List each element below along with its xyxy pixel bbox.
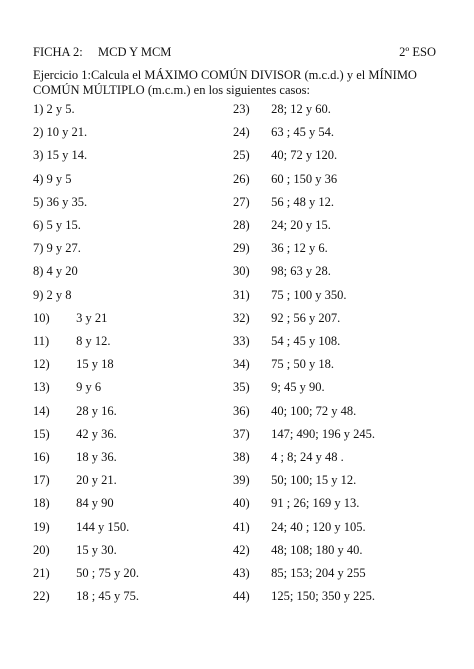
- exercise-item: [233, 193, 334, 211]
- topic-label: MCD Y MCM: [98, 45, 172, 59]
- exercise-item: [33, 146, 87, 164]
- exercise-item: [33, 286, 72, 304]
- exercise-numbers-text: 42 y 36.: [76, 426, 117, 441]
- exercise-number: 37): [233, 426, 250, 441]
- exercise-numbers-text: 92 ; 56 y 207.: [271, 310, 341, 325]
- exercise-numbers-text: 84 y 90: [76, 496, 114, 511]
- exercise-item: [233, 286, 346, 304]
- exercise-item: [233, 494, 359, 512]
- exercise-item: [33, 564, 139, 582]
- exercise-numbers-text: 28 y 16.: [76, 403, 117, 418]
- exercise-item: [33, 309, 107, 327]
- exercise-numbers-text: 2 y 5.: [46, 102, 75, 116]
- exercise-numbers-text: 63 ; 45 y 54.: [271, 125, 334, 140]
- exercise-number: 34): [233, 357, 250, 372]
- exercise-number: 35): [233, 380, 250, 395]
- exercise-numbers-text: 4 y 20: [46, 264, 78, 279]
- exercise-numbers-text: 5 y 15.: [46, 218, 81, 232]
- exercise-numbers-text: 36 y 35.: [46, 194, 88, 209]
- exercise-item: [33, 239, 81, 257]
- exercise-numbers-text: 75 ; 50 y 18.: [271, 357, 334, 372]
- exercise-numbers-text: 144 y 150.: [76, 519, 130, 534]
- exercise-numbers-text: 60 ; 150 y 36: [271, 171, 338, 186]
- exercise-item: [233, 518, 366, 536]
- exercise-numbers-text: 3 y 21: [76, 310, 108, 325]
- ficha-label: FICHA 2:: [33, 45, 83, 59]
- level-label: 2º ESO: [399, 45, 436, 59]
- exercise-item: [33, 541, 117, 559]
- exercise-item: [233, 448, 344, 466]
- exercise-numbers-text: 18 y 36.: [76, 450, 117, 464]
- exercise-numbers-text: 9 y 27.: [46, 241, 81, 256]
- exercise-item: [233, 216, 331, 234]
- exercise-number: 7): [33, 241, 44, 256]
- instructions-line-1: Ejercicio 1:Calcula el MÁXIMO COMÚN DIVISOR (m.c.d.) y el MÍNIMO: [33, 68, 417, 82]
- exercise-number: 42): [233, 542, 250, 557]
- exercise-numbers-text: 28; 12 y 60.: [271, 102, 331, 116]
- exercise-item: [233, 378, 325, 396]
- exercise-numbers-text: 50 ; 75 y 20.: [76, 566, 139, 580]
- exercise-number: 38): [233, 450, 250, 464]
- exercise-numbers-text: 24; 40 ; 120 y 105.: [271, 519, 366, 534]
- exercise-item: [233, 262, 331, 280]
- exercise-number: 39): [233, 473, 250, 488]
- exercise-item: [33, 216, 81, 234]
- exercise-item: [233, 170, 337, 188]
- exercise-item: [33, 518, 129, 536]
- exercise-number: 31): [233, 287, 250, 302]
- exercise-number: 3): [33, 148, 44, 163]
- exercise-numbers-text: 40; 72 y 120.: [271, 148, 338, 163]
- exercise-number: 14): [33, 403, 50, 418]
- exercise-item: [233, 425, 375, 443]
- exercise-item: [33, 494, 114, 512]
- exercise-item: [33, 355, 114, 373]
- exercise-number: 4): [33, 171, 44, 186]
- exercise-item: [233, 239, 328, 257]
- exercise-number: 43): [233, 566, 250, 580]
- exercise-number: 33): [233, 334, 250, 348]
- exercise-item: [233, 355, 334, 373]
- instructions-line-2: COMÚN MÚLTIPLO (m.c.m.) en los siguientes casos:: [33, 83, 310, 97]
- exercise-numbers-text: 2 y 8: [46, 287, 72, 302]
- exercise-number: 40): [233, 496, 250, 511]
- exercise-numbers-text: 24; 20 y 15.: [271, 218, 331, 232]
- exercise-numbers-text: 98; 63 y 28.: [271, 264, 331, 279]
- exercise-number: 21): [33, 566, 50, 580]
- exercise-item: [33, 448, 117, 466]
- exercise-numbers-text: 18 ; 45 y 75.: [76, 589, 139, 604]
- exercise-number: 10): [33, 310, 50, 325]
- exercise-numbers-text: 56 ; 48 y 12.: [271, 194, 334, 209]
- exercise-numbers-text: 147; 490; 196 y 245.: [271, 426, 375, 441]
- exercise-item: [233, 100, 331, 118]
- exercise-numbers-text: 125; 150; 350 y 225.: [271, 589, 375, 604]
- exercise-number: 13): [33, 380, 50, 395]
- exercise-number: 32): [233, 310, 250, 325]
- exercise-number: 36): [233, 403, 250, 418]
- exercise-item: [33, 100, 75, 118]
- exercise-number: 17): [33, 473, 50, 488]
- exercise-numbers-text: 50; 100; 15 y 12.: [271, 473, 357, 488]
- exercise-numbers-text: 10 y 21.: [46, 125, 88, 140]
- exercise-item: [233, 402, 356, 420]
- exercise-numbers-text: 8 y 12.: [76, 334, 111, 348]
- exercise-item: [33, 170, 72, 188]
- exercise-number: 18): [33, 496, 50, 511]
- exercise-number: 11): [33, 334, 50, 348]
- exercise-number: 26): [233, 171, 250, 186]
- exercise-number: 24): [233, 125, 250, 140]
- exercise-number: 19): [33, 519, 50, 534]
- exercise-numbers-text: 91 ; 26; 169 y 13.: [271, 496, 360, 511]
- exercise-number: 9): [33, 287, 44, 302]
- exercise-numbers-text: 9; 45 y 90.: [271, 380, 325, 395]
- exercise-numbers-text: 15 y 14.: [46, 148, 88, 163]
- exercise-item: [33, 425, 117, 443]
- exercise-item: [233, 564, 366, 582]
- exercise-item: [233, 471, 356, 489]
- exercise-numbers-text: 15 y 30.: [76, 542, 117, 557]
- exercise-number: 1): [33, 102, 44, 116]
- exercise-item: [233, 146, 337, 164]
- exercise-numbers-text: 54 ; 45 y 108.: [271, 334, 341, 348]
- exercise-number: 12): [33, 357, 50, 372]
- exercise-numbers-text: 9 y 5: [46, 171, 72, 186]
- exercise-number: 30): [233, 264, 250, 279]
- exercise-item: [233, 123, 334, 141]
- exercise-number: 15): [33, 426, 50, 441]
- exercise-item: [233, 332, 340, 350]
- exercise-number: 44): [233, 589, 250, 604]
- exercise-item: [33, 471, 117, 489]
- exercise-item: [33, 262, 78, 280]
- exercise-item: [33, 123, 87, 141]
- exercise-number: 16): [33, 450, 50, 464]
- exercise-numbers-text: 75 ; 100 y 350.: [271, 287, 347, 302]
- exercise-number: 22): [33, 589, 50, 604]
- exercise-item: [33, 378, 101, 396]
- exercise-numbers-text: 20 y 21.: [76, 473, 117, 488]
- exercise-item: [233, 541, 362, 559]
- exercise-numbers-text: 40; 100; 72 y 48.: [271, 403, 357, 418]
- exercise-number: 6): [33, 218, 44, 232]
- exercise-number: 27): [233, 194, 250, 209]
- exercise-item: [233, 309, 340, 327]
- exercise-item: [33, 402, 117, 420]
- exercise-number: 20): [33, 542, 50, 557]
- exercise-number: 29): [233, 241, 250, 256]
- exercise-number: 28): [233, 218, 250, 232]
- exercise-item: [33, 332, 111, 350]
- exercise-number: 41): [233, 519, 250, 534]
- exercise-item: [233, 587, 375, 605]
- exercise-number: 2): [33, 125, 44, 140]
- worksheet-header: [33, 45, 436, 65]
- exercise-number: 23): [233, 102, 250, 116]
- exercise-numbers-text: 36 ; 12 y 6.: [271, 241, 328, 256]
- exercise-number: 8): [33, 264, 44, 279]
- exercise-numbers-text: 85; 153; 204 y 255: [271, 566, 366, 580]
- exercise-item: [33, 587, 139, 605]
- exercise-instructions: [33, 68, 433, 98]
- exercise-number: 5): [33, 194, 44, 209]
- exercise-numbers-text: 48; 108; 180 y 40.: [271, 542, 363, 557]
- exercise-numbers-text: 15 y 18: [76, 357, 114, 372]
- exercise-numbers-text: 9 y 6: [76, 380, 102, 395]
- exercise-number: 25): [233, 148, 250, 163]
- exercise-item: [33, 193, 87, 211]
- exercise-numbers-text: 4 ; 8; 24 y 48 .: [271, 450, 344, 464]
